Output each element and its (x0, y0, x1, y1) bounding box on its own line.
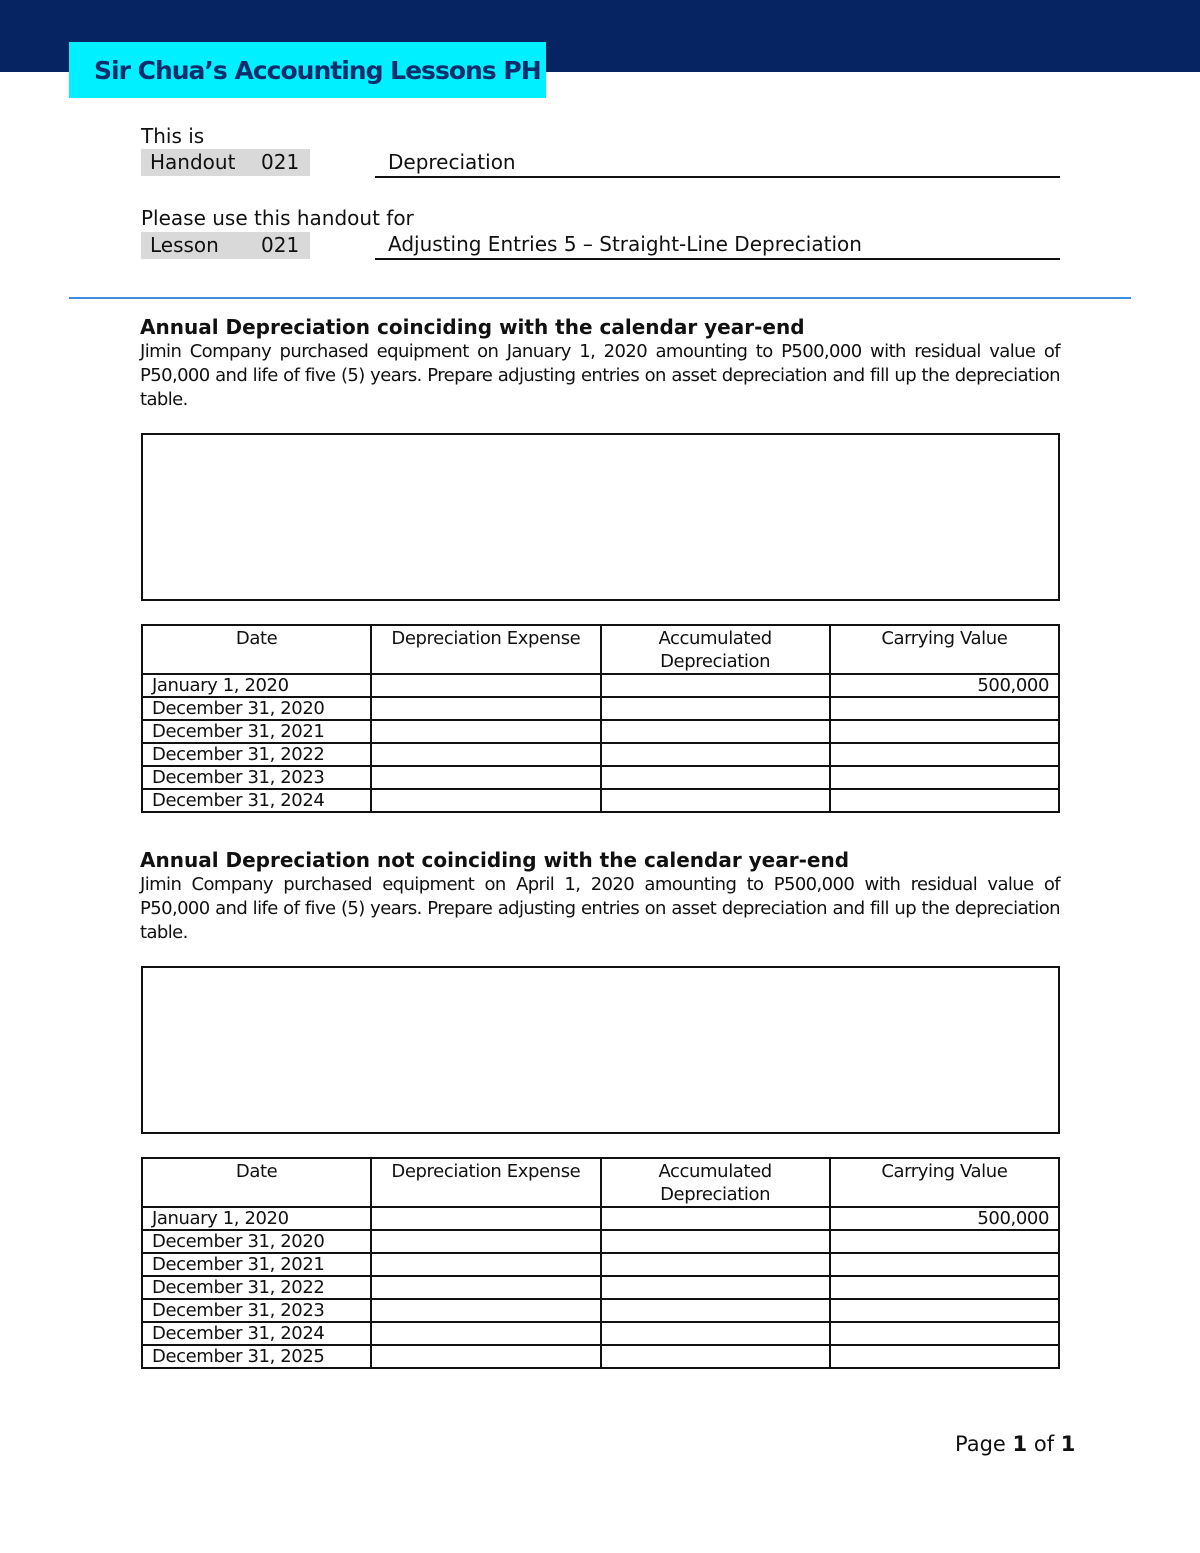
section-1-heading: Annual Depreciation coinciding with the calendar year-end (140, 315, 805, 339)
date-cell: December 31, 2024 (142, 789, 371, 812)
depreciation-expense-cell[interactable] (371, 1299, 600, 1322)
page-current: 1 (1012, 1432, 1028, 1456)
table-row (142, 1322, 1059, 1345)
accumulated-depreciation-cell[interactable] (601, 1322, 830, 1345)
carrying-value-cell[interactable] (830, 720, 1059, 743)
accumulated-depreciation-cell[interactable] (601, 720, 830, 743)
page-word: Page (955, 1432, 1006, 1456)
accumulated-depreciation-cell[interactable] (601, 766, 830, 789)
depreciation-expense-cell[interactable] (371, 697, 600, 720)
depreciation-expense-cell[interactable] (371, 743, 600, 766)
column-header: Date (142, 1158, 371, 1207)
accumulated-depreciation-cell[interactable] (601, 1230, 830, 1253)
carrying-value-cell[interactable] (830, 789, 1059, 812)
carrying-value-cell[interactable]: 500,000 (830, 1207, 1059, 1230)
page-total: 1 (1060, 1432, 1076, 1456)
depreciation-table-1 (141, 624, 1060, 813)
accumulated-depreciation-cell[interactable] (601, 789, 830, 812)
carrying-value-cell[interactable] (830, 1230, 1059, 1253)
carrying-value-cell[interactable] (830, 1345, 1059, 1368)
depreciation-expense-cell[interactable] (371, 1253, 600, 1276)
date-cell: December 31, 2020 (142, 1230, 371, 1253)
section-2-body: Jimin Company purchased equipment on April 1, 2020 amounting to P500,000 with residual value of P50,000 and life of five (5) years. Prepare adjusting entries on asset depreciation and fill up the depreciation table. (140, 874, 1060, 943)
accumulated-depreciation-cell[interactable] (601, 1276, 830, 1299)
accumulated-depreciation-cell[interactable] (601, 743, 830, 766)
accumulated-depreciation-cell[interactable] (601, 1207, 830, 1230)
depreciation-expense-cell[interactable] (371, 1207, 600, 1230)
depreciation-expense-cell[interactable] (371, 720, 600, 743)
column-header: Date (142, 625, 371, 674)
section-2-heading: Annual Depreciation not coinciding with the calendar year-end (140, 848, 850, 872)
lesson-label-box (141, 232, 310, 259)
table-row (142, 743, 1059, 766)
depreciation-expense-cell[interactable] (371, 766, 600, 789)
carrying-value-cell[interactable] (830, 1299, 1059, 1322)
answer-box-1[interactable] (141, 433, 1060, 601)
lesson-intro: Please use this handout for (141, 206, 414, 230)
handout-label: Handout (150, 150, 236, 174)
date-cell: January 1, 2020 (142, 674, 371, 697)
depreciation-expense-cell[interactable] (371, 1276, 600, 1299)
answer-box-2[interactable] (141, 966, 1060, 1134)
date-cell: December 31, 2025 (142, 1345, 371, 1368)
table-row (142, 1207, 1059, 1230)
table-row (142, 1276, 1059, 1299)
table-row (142, 674, 1059, 697)
depreciation-expense-cell[interactable] (371, 1345, 600, 1368)
date-cell: December 31, 2021 (142, 720, 371, 743)
column-header: Carrying Value (830, 1158, 1059, 1207)
depreciation-expense-cell[interactable] (371, 1230, 600, 1253)
handout-title: Depreciation (375, 148, 1060, 178)
depreciation-expense-cell[interactable] (371, 674, 600, 697)
brand-title: Sir Chua’s Accounting Lessons PH (69, 42, 546, 98)
date-cell: December 31, 2022 (142, 1276, 371, 1299)
table-row (142, 1345, 1059, 1368)
accumulated-depreciation-cell[interactable] (601, 1299, 830, 1322)
table-row (142, 720, 1059, 743)
carrying-value-cell[interactable] (830, 1253, 1059, 1276)
depreciation-expense-cell[interactable] (371, 1322, 600, 1345)
date-cell: December 31, 2021 (142, 1253, 371, 1276)
date-cell: December 31, 2023 (142, 766, 371, 789)
carrying-value-cell[interactable] (830, 743, 1059, 766)
lesson-title: Adjusting Entries 5 – Straight-Line Depreciation (375, 230, 1060, 260)
column-header: Accumulated Depreciation (601, 1158, 830, 1207)
section-1-body: Jimin Company purchased equipment on January 1, 2020 amounting to P500,000 with residual value of P50,000 and life of five (5) years. Prepare adjusting entries on asset depreciation and fill up the depreciation table. (140, 341, 1060, 410)
table-row (142, 1230, 1059, 1253)
section-1 (140, 314, 1060, 412)
carrying-value-cell[interactable] (830, 1322, 1059, 1345)
handout-label-box (141, 149, 310, 176)
date-cell: December 31, 2022 (142, 743, 371, 766)
table-row (142, 766, 1059, 789)
handout-intro: This is (141, 124, 205, 148)
carrying-value-cell[interactable] (830, 1276, 1059, 1299)
column-header: Depreciation Expense (371, 625, 600, 674)
date-cell: January 1, 2020 (142, 1207, 371, 1230)
section-2 (140, 847, 1060, 945)
accumulated-depreciation-cell[interactable] (601, 697, 830, 720)
lesson-number: 021 (261, 233, 300, 257)
page-number (955, 1432, 1075, 1456)
handout-number: 021 (261, 150, 300, 174)
of-word: of (1033, 1432, 1055, 1456)
carrying-value-cell[interactable] (830, 697, 1059, 720)
carrying-value-cell[interactable]: 500,000 (830, 674, 1059, 697)
date-cell: December 31, 2023 (142, 1299, 371, 1322)
table-row (142, 1253, 1059, 1276)
column-header: Depreciation Expense (371, 1158, 600, 1207)
date-cell: December 31, 2020 (142, 697, 371, 720)
table-header-row (142, 625, 1059, 674)
table-row (142, 697, 1059, 720)
column-header: Accumulated Depreciation (601, 625, 830, 674)
table-row (142, 789, 1059, 812)
depreciation-expense-cell[interactable] (371, 789, 600, 812)
accumulated-depreciation-cell[interactable] (601, 1253, 830, 1276)
table-row (142, 1299, 1059, 1322)
lesson-label: Lesson (150, 233, 219, 257)
carrying-value-cell[interactable] (830, 766, 1059, 789)
date-cell: December 31, 2024 (142, 1322, 371, 1345)
accumulated-depreciation-cell[interactable] (601, 1345, 830, 1368)
depreciation-table-2 (141, 1157, 1060, 1369)
accumulated-depreciation-cell[interactable] (601, 674, 830, 697)
table-header-row (142, 1158, 1059, 1207)
section-divider (69, 297, 1131, 299)
column-header: Carrying Value (830, 625, 1059, 674)
